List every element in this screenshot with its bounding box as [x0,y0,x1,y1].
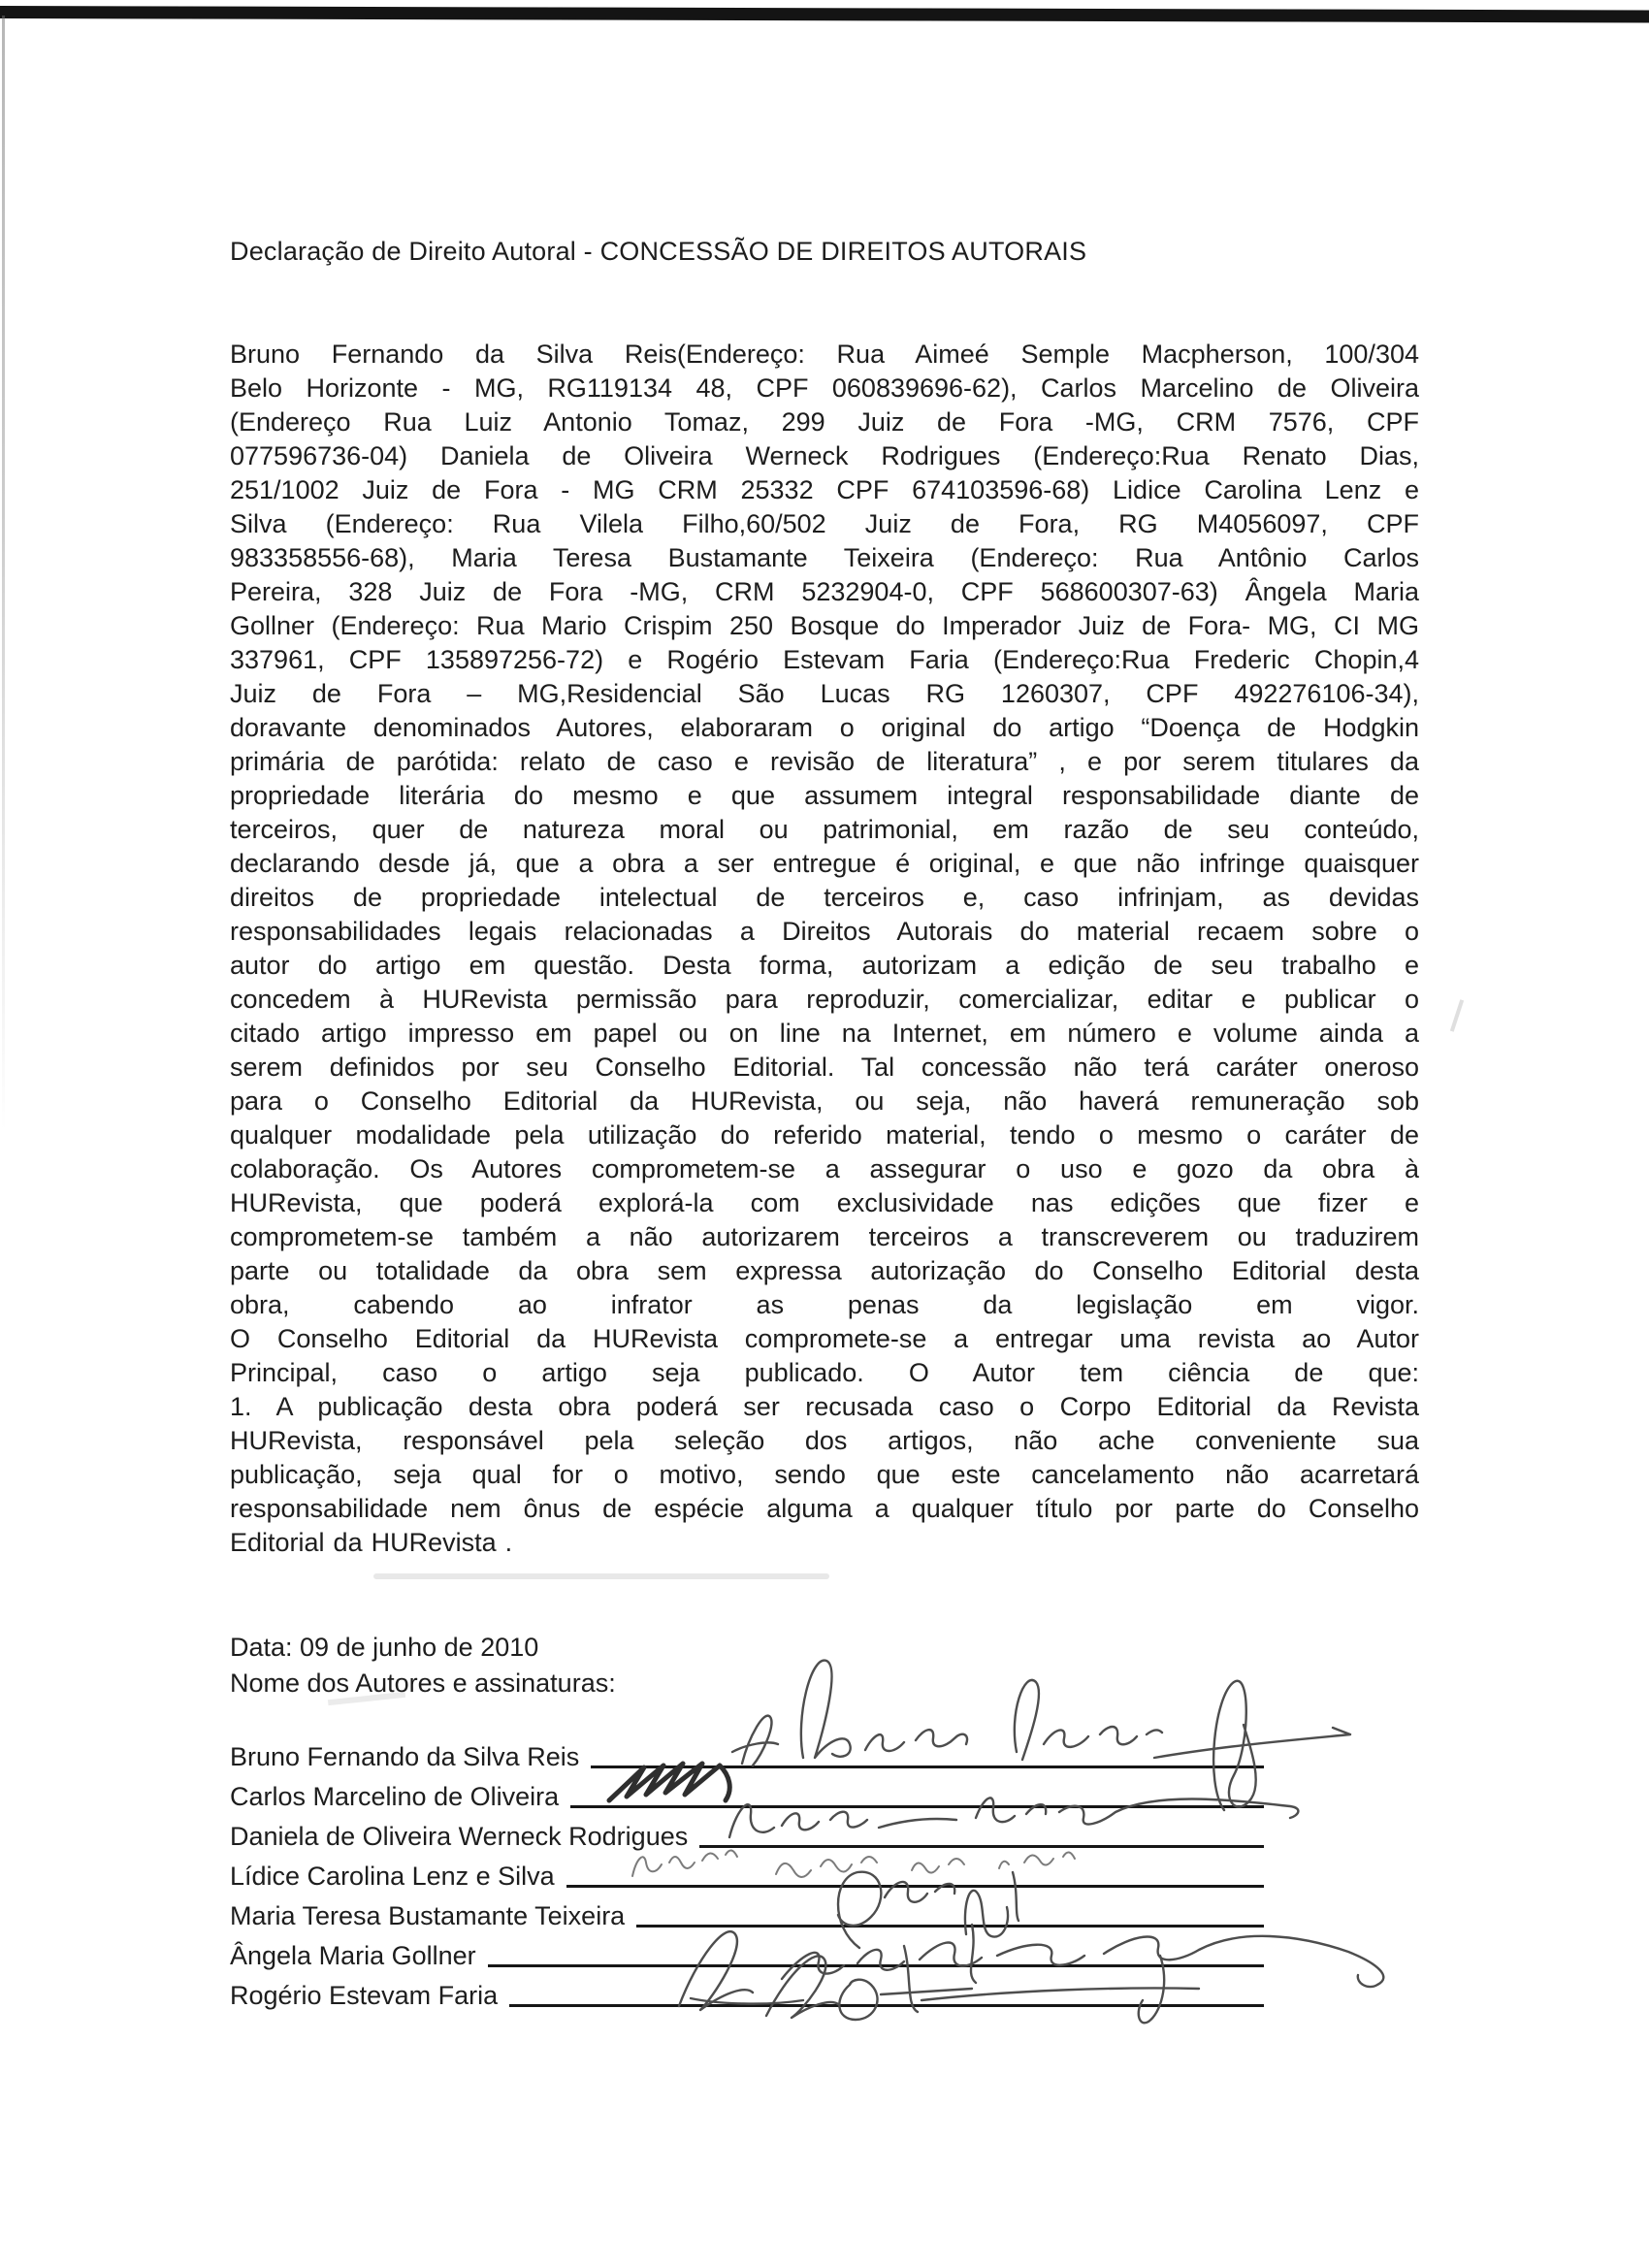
document-title: Declaração de Direito Autoral - CONCESSÃO DE DIREITOS AUTORAIS [230,237,1087,266]
body-line-2: Belo Horizonte - MG, RG119134 48, CPF 060839696-62), Carlos Marcelino de Oliveira [230,373,1419,403]
signers-list [230,1733,1264,2012]
body-line-11: Juiz de Fora – MG,Residencial São Lucas RG 1260307, CPF 492276106-34), [230,679,1419,708]
signature-row [230,1813,1264,1853]
date-line: Data: 09 de junho de 2010 [230,1633,539,1662]
body-line-36: Editorial da HURevista . [230,1528,513,1557]
signature-line [636,1925,1264,1928]
body-line-33: HURevista, responsável pela seleção dos artigos, não ache conveniente sua [230,1426,1419,1455]
body-line-18: responsabilidades legais relacionadas a Direitos Autorais do material recaem sobre o [230,917,1419,946]
body-line-1: Bruno Fernando da Silva Reis(Endereço: Rua Aimeé Semple Macpherson, 100/304 [230,340,1419,369]
body-line-19: autor do artigo em questão. Desta forma, autorizam a edição de seu trabalho e [230,951,1419,980]
body-line-35: responsabilidade nem ônus de espécie alguma a qualquer título por parte do Conselho [230,1494,1419,1523]
signature-row [230,1893,1264,1932]
body-line-8: Pereira, 328 Juiz de Fora -MG, CRM 5232904-0, CPF 568600307-63) Ângela Maria [230,577,1419,606]
body-line-13: primária de parótida: relato de caso e revisão de literatura” , e por serem titulares da [230,747,1419,776]
signer-name: Lídice Carolina Lenz e Silva [230,1862,555,1891]
body-line-22: serem definidos por seu Conselho Editorial. Tal concessão não terá caráter oneroso [230,1053,1419,1082]
body-line-15: terceiros, quer de natureza moral ou patrimonial, em razão de seu conteúdo, [230,815,1419,844]
signature-line [570,1805,1264,1808]
signer-name: Maria Teresa Bustamante Teixeira [230,1901,626,1930]
body-line-5: 251/1002 Juiz de Fora - MG CRM 25332 CPF 674103596-68) Lidice Carolina Lenz e [230,475,1419,504]
signature-line [566,1885,1264,1888]
signature-row [230,1733,1264,1773]
scan-left-edge-artifact [2,16,5,1131]
body-line-6: Silva (Endereço: Rua Vilela Filho,60/502 Juiz de Fora, RG M4056097, CPF [230,509,1419,538]
signature-line [488,1964,1264,1967]
signature-row [230,1853,1264,1893]
body-line-29: obra, cabendo ao infrator as penas da legislação em vigor. [230,1290,1419,1319]
document-content [230,0,1419,2012]
signer-name: Bruno Fernando da Silva Reis [230,1742,580,1771]
signer-name: Daniela de Oliveira Werneck Rodrigues [230,1822,689,1851]
body-line-9: Gollner (Endereço: Rua Mario Crispim 250 Bosque do Imperador Juiz de Fora- MG, CI MG [230,611,1419,640]
signature-row [230,1773,1264,1813]
body-line-17: direitos de propriedade intelectual de terceiros e, caso infrinjam, as devidas [230,883,1419,912]
body-line-16: declarando desde já, que a obra a ser entregue é original, e que não infringe quaisquer [230,849,1419,878]
signatures-heading: Nome dos Autores e assinaturas: [230,1669,616,1698]
body-line-3: (Endereço Rua Luiz Antonio Tomaz, 299 Juiz de Fora -MG, CRM 7576, CPF [230,407,1419,437]
signature-row [230,1932,1264,1972]
scan-smudge [1450,999,1464,1032]
body-line-34: publicação, seja qual for o motivo, sendo que este cancelamento não acarretará [230,1460,1419,1489]
body-line-7: 983358556-68), Maria Teresa Bustamante Teixeira (Endereço: Rua Antônio Carlos [230,543,1419,572]
body-line-30: O Conselho Editorial da HURevista compromete-se a entregar uma revista ao Autor [230,1324,1419,1353]
body-line-26: HURevista, que poderá explorá-la com exclusividade nas edições que fizer e [230,1188,1419,1217]
signature-line [509,2004,1264,2007]
signer-name: Ângela Maria Gollner [230,1941,476,1970]
body-line-21: citado artigo impresso em papel ou on line na Internet, em número e volume ainda a [230,1019,1419,1048]
body-line-14: propriedade literária do mesmo e que assumem integral responsabilidade diante de [230,781,1419,810]
body-line-20: concedem à HURevista permissão para reproduzir, comercializar, editar e publicar o [230,985,1419,1014]
signature-row [230,1972,1264,2012]
body-line-24: qualquer modalidade pela utilização do referido material, tendo o mesmo o caráter de [230,1120,1419,1150]
signer-name: Rogério Estevam Faria [230,1981,499,2010]
body-line-31: Principal, caso o artigo seja publicado. O Autor tem ciência de que: [230,1358,1419,1387]
body-line-27: comprometem-se também a não autorizarem terceiros a transcreverem ou traduzirem [230,1222,1419,1251]
body-line-23: para o Conselho Editorial da HURevista, ou seja, não haverá remuneração sob [230,1086,1419,1116]
signer-name: Carlos Marcelino de Oliveira [230,1782,560,1811]
body-line-4: 077596736-04) Daniela de Oliveira Werneck Rodrigues (Endereço:Rua Renato Dias, [230,441,1419,470]
body-line-28: parte ou totalidade da obra sem expressa autorização do Conselho Editorial desta [230,1256,1419,1285]
body-line-25: colaboração. Os Autores comprometem-se a assegurar o uso e gozo da obra à [230,1154,1419,1183]
signature-line [699,1845,1264,1848]
document-body [230,338,1419,1560]
body-line-10: 337961, CPF 135897256-72) e Rogério Estevam Faria (Endereço:Rua Frederic Chopin,4 [230,645,1419,674]
body-line-32: 1. A publicação desta obra poderá ser recusada caso o Corpo Editorial da Revista [230,1392,1419,1421]
body-line-12: doravante denominados Autores, elaboraram o original do artigo “Doença de Hodgkin [230,713,1419,742]
signature-line [591,1766,1264,1768]
